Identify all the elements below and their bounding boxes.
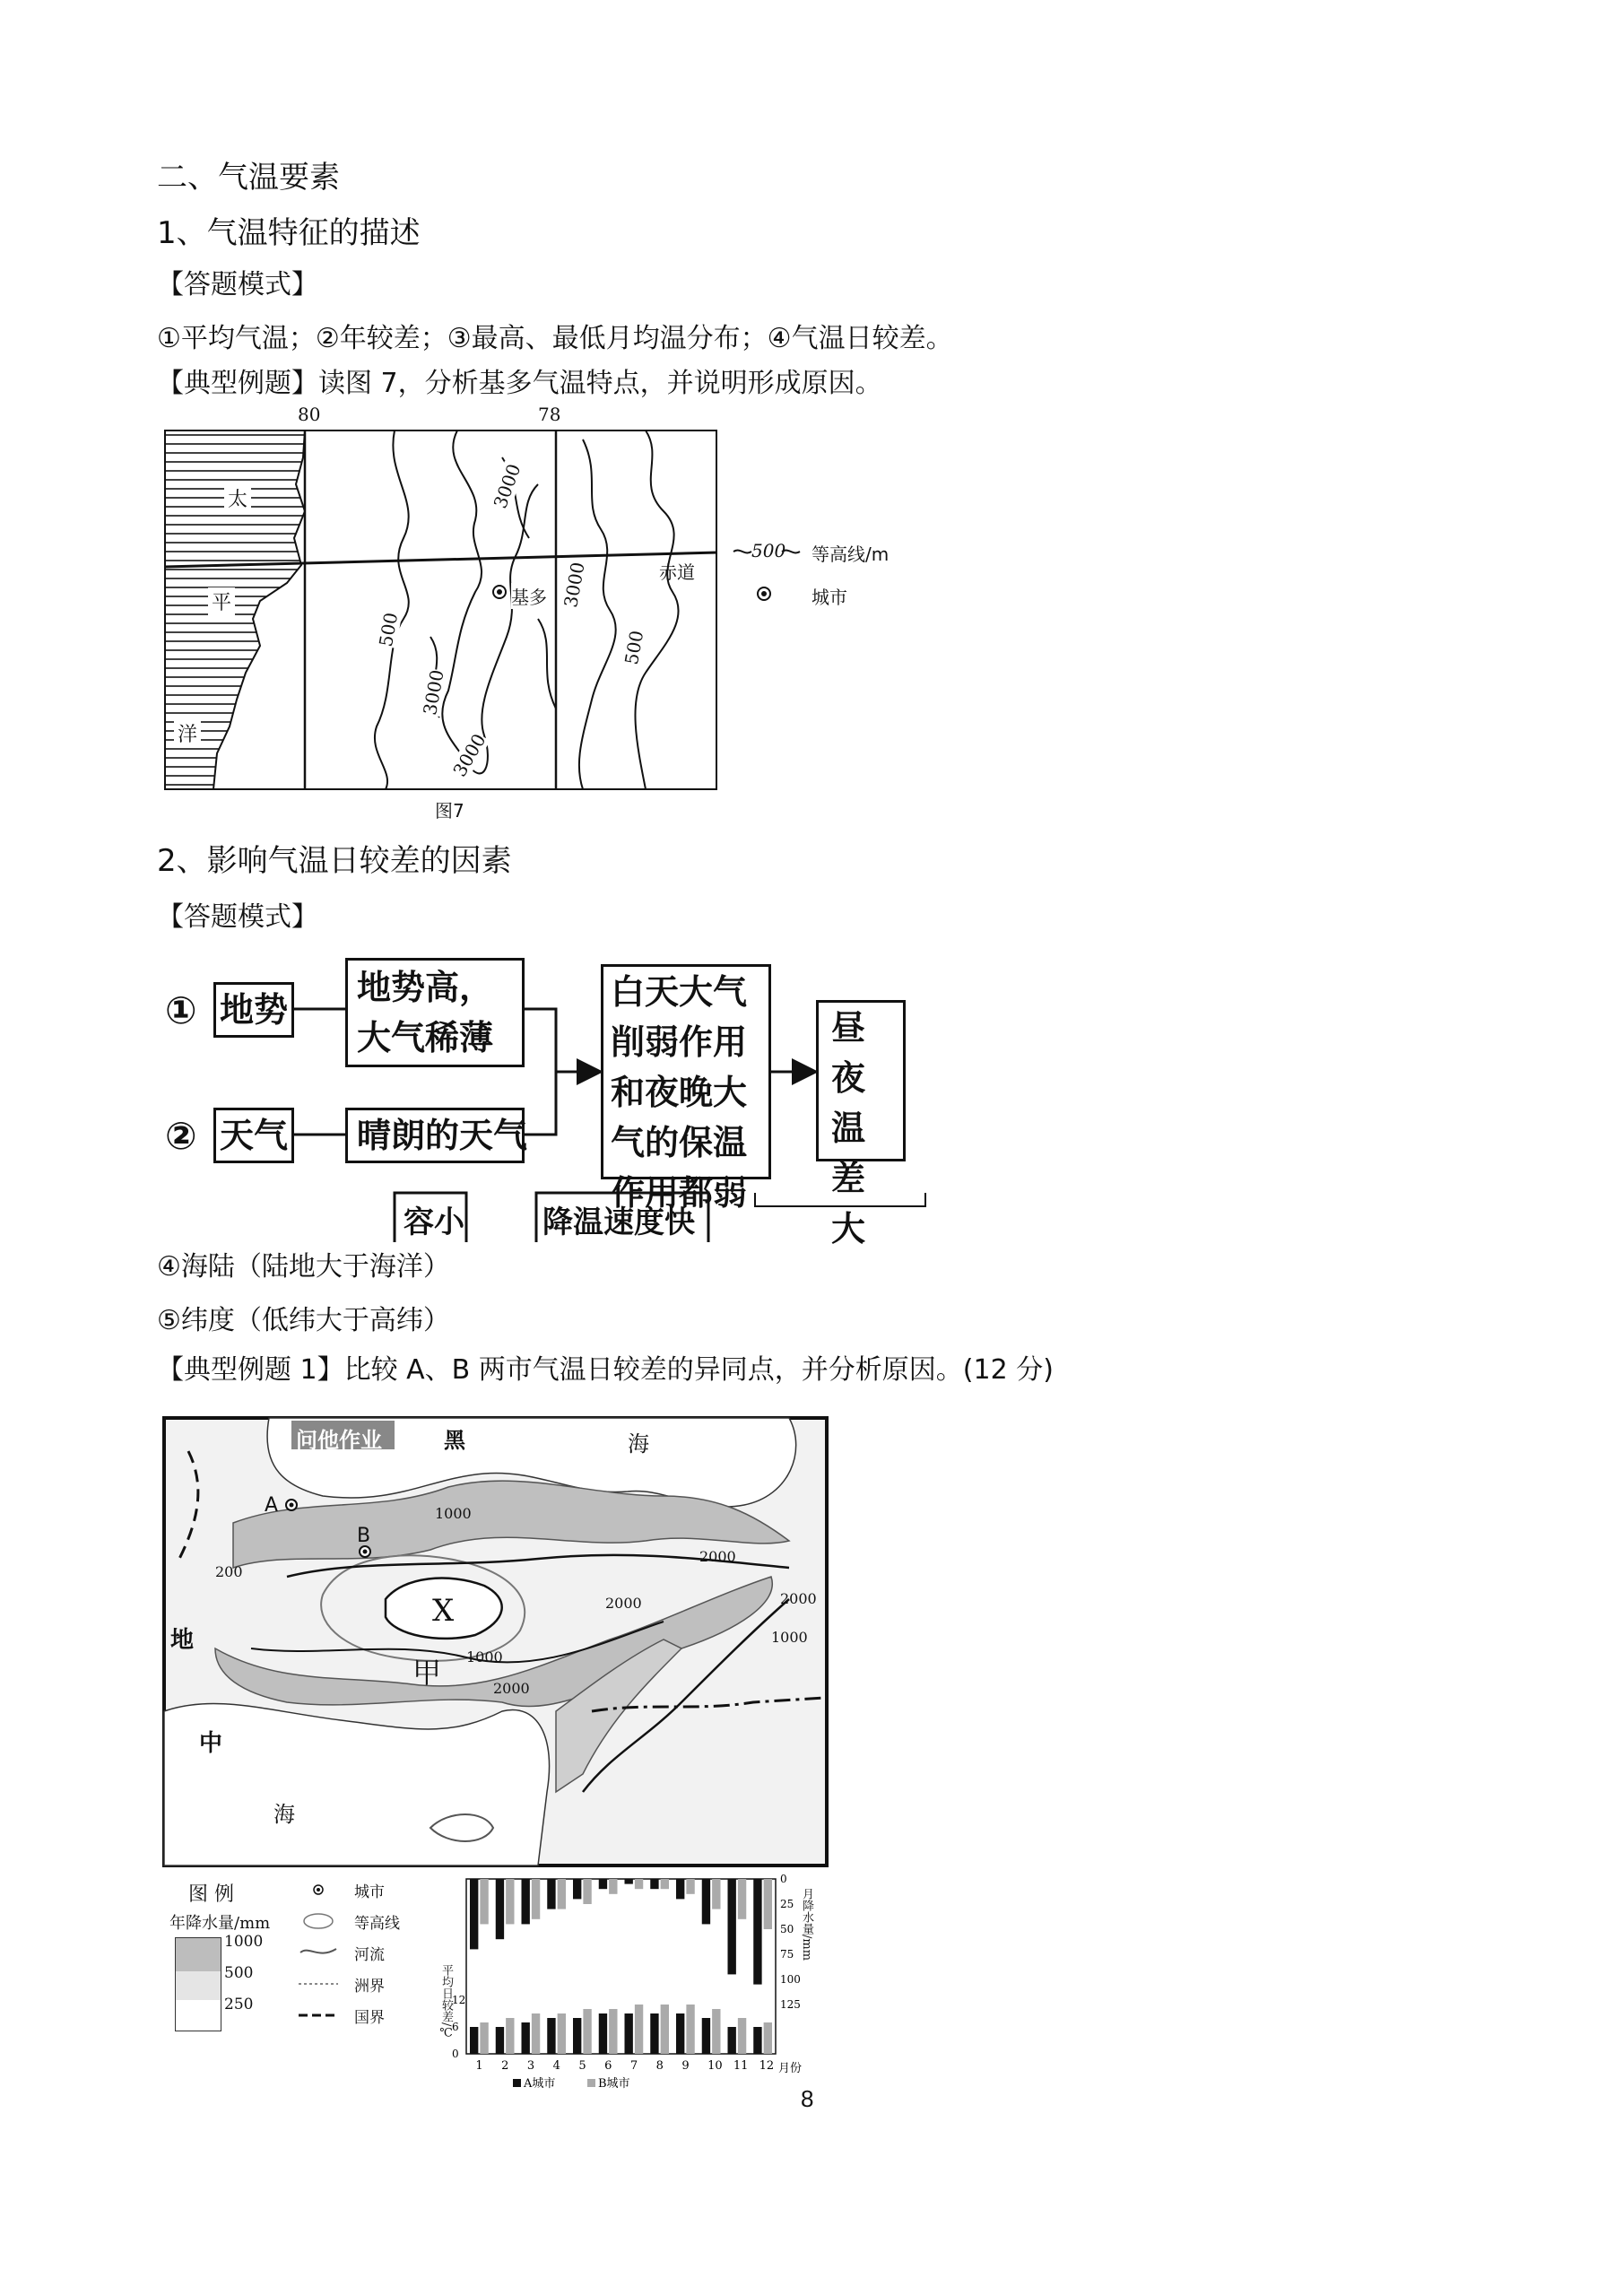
temp-bar-b-10 — [712, 2009, 720, 2054]
precip-bar-a-10 — [702, 1879, 710, 1924]
ocean-label-2: 平 — [208, 587, 235, 615]
watermark: 问他作业 — [296, 1428, 382, 1453]
answer-mode-label-2: 【答题模式】 — [157, 901, 318, 933]
x-tick-5: 5 — [578, 2059, 586, 2073]
precip-bar-b-7 — [635, 1879, 643, 1889]
region-jia-label: 甲 — [412, 1656, 442, 1690]
x-tick-10: 10 — [707, 2059, 723, 2073]
q1-title: 1、气温特征的描述 — [157, 215, 421, 251]
precip-bar-a-6 — [599, 1879, 607, 1889]
item-5-latitude: ⑤纬度（低纬大于高纬） — [157, 1305, 450, 1336]
legend-river: 河流 — [354, 1946, 385, 1964]
precip-bar-b-12 — [764, 1879, 772, 1929]
sea-label-1: 黑 — [444, 1428, 465, 1453]
flow-number-2: ② — [165, 1114, 197, 1158]
legend-city-label: 城市 — [812, 587, 847, 608]
temp-bar-a-5 — [573, 2018, 581, 2054]
temp-bar-b-7 — [635, 2005, 643, 2054]
flow-number-1: ① — [165, 988, 197, 1032]
precip-bar-b-4 — [558, 1879, 566, 1909]
x-tick-2: 2 — [501, 2059, 509, 2073]
contour-label-3000-d: 3000 — [448, 729, 490, 781]
temp-bar-a-7 — [625, 2013, 633, 2054]
ocean-label-1: 太 — [224, 484, 251, 512]
left-tick-6: 6 — [452, 2021, 459, 2033]
legend-a-swatch — [513, 2079, 521, 2087]
legend-city: 城市 — [354, 1883, 385, 1901]
figure-7 — [161, 404, 950, 825]
left-tick-0: 0 — [452, 2048, 459, 2060]
partial-box-1-text: 容小 — [404, 1205, 464, 1240]
precip-bar-b-1 — [480, 1879, 488, 1924]
temp-bar-a-12 — [753, 2027, 761, 2054]
right-axis-label: 月降水量/mm — [800, 1888, 813, 1961]
temp-bar-a-6 — [599, 2013, 607, 2054]
result-large-range: 昼夜温差大 — [816, 1000, 906, 1161]
region-map-svg — [161, 1415, 829, 1868]
x-tick-9: 9 — [681, 2059, 690, 2073]
sea-label-zhong: 中 — [199, 1730, 223, 1757]
precip-bar-b-9 — [686, 1879, 694, 1894]
contour-label-3000-a: 3000 — [419, 667, 448, 718]
q2-title: 2、影响气温日较差的因素 — [157, 843, 512, 879]
ocean-label-3: 洋 — [174, 719, 201, 747]
contour-1000-c: 1000 — [771, 1629, 808, 1646]
precip-bar-a-4 — [547, 1879, 555, 1909]
precip-bar-b-8 — [661, 1879, 669, 1889]
cause-clear-weather: 晴朗的天气 — [345, 1108, 525, 1163]
city-a-label: A — [265, 1494, 279, 1517]
precip-bar-a-5 — [573, 1879, 581, 1899]
legend-250: 250 — [224, 1996, 254, 2013]
sea-label-hai: 海 — [273, 1802, 295, 1827]
contour-2000-b: 2000 — [605, 1595, 642, 1612]
temp-bar-b-6 — [609, 2009, 617, 2054]
temp-bar-a-4 — [547, 2018, 555, 2054]
precip-bar-a-7 — [625, 1879, 633, 1884]
section-title: 二、气温要素 — [157, 160, 340, 196]
factor-weather: 天气 — [213, 1108, 294, 1163]
temp-bar-b-1 — [480, 2022, 488, 2054]
precip-bar-b-6 — [609, 1879, 617, 1894]
bracket-line — [525, 1009, 556, 1135]
x-tick-1: 1 — [475, 2059, 483, 2073]
contour-2000-d: 2000 — [780, 1590, 817, 1607]
land-label-di: 地 — [170, 1627, 195, 1654]
x-tick-11: 11 — [733, 2059, 749, 2073]
legend-precip-label: 年降水量/mm — [169, 1914, 271, 1933]
city-b-label: B — [357, 1525, 371, 1547]
factor-flow-diagram — [161, 951, 950, 1247]
contour-200: 200 — [215, 1563, 243, 1580]
legend-swatch-250 — [175, 2000, 221, 2031]
contour-2000-c: 2000 — [493, 1680, 530, 1697]
precip-bar-b-11 — [738, 1879, 746, 1919]
sea-label-2: 海 — [628, 1431, 649, 1457]
legend-500: 500 — [224, 1964, 254, 1982]
partial-box-2-text: 降温速度快 — [542, 1205, 695, 1240]
precip-bar-a-9 — [676, 1879, 684, 1899]
temp-bar-b-2 — [506, 2018, 514, 2054]
climate-bar-chart — [439, 1870, 834, 2090]
legend-b-swatch — [587, 2079, 595, 2087]
contour-1000-b: 1000 — [466, 1648, 503, 1665]
figure-7-map — [161, 404, 950, 825]
contour-label-500-w: 500 — [374, 611, 403, 648]
legend-title: 图 例 — [188, 1883, 234, 1906]
temp-bar-b-4 — [558, 2013, 566, 2054]
right-tick-75: 75 — [780, 1948, 794, 1961]
chart-canvas — [439, 1870, 834, 2090]
precip-bar-a-3 — [522, 1879, 530, 1924]
legend-b-label: B城市 — [598, 2077, 630, 2090]
figure-7-caption: 图7 — [435, 800, 464, 822]
temp-bar-b-3 — [532, 2013, 540, 2054]
precip-bar-b-3 — [532, 1879, 540, 1919]
legend-1000: 1000 — [224, 1933, 264, 1951]
region-x-label: X — [432, 1593, 455, 1629]
left-tick-12: 12 — [452, 1994, 466, 2006]
legend-contour-label: 等高线/m — [812, 544, 890, 565]
x-tick-6: 6 — [604, 2059, 612, 2073]
factor-terrain: 地势 — [213, 982, 294, 1038]
precip-bar-a-8 — [650, 1879, 658, 1889]
legend-symbols — [291, 1870, 345, 2067]
cause-thin-atmosphere: 地势高，大气稀薄 — [345, 958, 525, 1067]
legend-continent-boundary: 洲界 — [354, 1978, 385, 1996]
right-tick-100: 100 — [780, 1973, 801, 1986]
lon-78-label: 78 — [538, 404, 561, 425]
example-1-question: 【典型例题 1】比较 A、B 两市气温日较差的异同点，并分析原因。(12 分) — [157, 1354, 1054, 1386]
contour-label-500-e: 500 — [620, 629, 648, 666]
right-tick-50: 50 — [780, 1923, 794, 1935]
precip-bar-b-5 — [583, 1879, 591, 1904]
example-intro: 【典型例题】读图 7，分析基多气温特点，并说明形成原因。 — [157, 368, 882, 399]
contour-1000-a: 1000 — [435, 1505, 472, 1522]
x-axis-suffix: 月份 — [778, 2062, 803, 2075]
right-tick-25: 25 — [780, 1898, 794, 1910]
answer-mode-text: ①平均气温；②年较差；③最高、最低月均温分布；④气温日较差。 — [157, 323, 953, 354]
answer-mode-label: 【答题模式】 — [157, 269, 318, 300]
temp-bar-a-2 — [496, 2027, 504, 2054]
temp-bar-a-3 — [522, 2022, 530, 2054]
precip-bar-b-2 — [506, 1879, 514, 1924]
legend-a-label: A城市 — [524, 2077, 556, 2090]
item-4-land-sea: ④海陆（陆地大于海洋） — [157, 1251, 450, 1283]
legend-swatch-500 — [175, 1971, 221, 2001]
map-legend — [166, 1870, 453, 2076]
temp-bar-b-8 — [661, 2005, 669, 2054]
precip-bar-b-10 — [712, 1879, 720, 1909]
temp-bar-b-9 — [686, 2005, 694, 2054]
temp-bar-b-12 — [764, 2022, 772, 2054]
legend-contour-value: 500 — [751, 540, 786, 561]
precip-bar-a-12 — [753, 1879, 761, 1985]
left-axis-label: 平均日较差/℃ — [439, 1964, 453, 2040]
temp-bar-a-1 — [470, 2027, 478, 2054]
x-tick-7: 7 — [629, 2059, 638, 2073]
right-tick-125: 125 — [780, 1998, 801, 2011]
equator-label: 赤道 — [659, 561, 695, 583]
legend-national-border: 国界 — [354, 2009, 385, 2027]
x-tick-8: 8 — [655, 2059, 664, 2073]
contour-2000-a: 2000 — [699, 1548, 736, 1565]
x-tick-3: 3 — [526, 2059, 535, 2073]
temp-bar-a-10 — [702, 2018, 710, 2054]
page-number: 8 — [801, 2085, 814, 2112]
temp-bar-b-5 — [583, 2009, 591, 2054]
temp-bar-a-8 — [650, 2013, 658, 2054]
legend-contour: 等高线 — [354, 1915, 400, 1933]
x-tick-12: 12 — [759, 2059, 775, 2073]
temp-bar-b-11 — [738, 2018, 746, 2054]
precip-bar-a-1 — [470, 1879, 478, 1949]
temp-bar-a-11 — [728, 2027, 736, 2054]
right-tick-0: 0 — [780, 1873, 787, 1885]
contour-label-3000-b: 3000 — [489, 460, 525, 512]
x-tick-4: 4 — [552, 2059, 560, 2073]
temp-bar-a-9 — [676, 2013, 684, 2054]
precip-bar-a-2 — [496, 1879, 504, 1939]
effect-weak-atmosphere: 白天大气削弱作用和夜晚大气的保温作用都弱 — [601, 964, 771, 1179]
precip-bar-a-11 — [728, 1879, 736, 1974]
contour-label-3000-c: 3000 — [560, 560, 589, 610]
legend-swatch-1000 — [175, 1937, 221, 1973]
lon-80-label: 80 — [298, 404, 321, 425]
region-map — [161, 1415, 829, 1868]
city-label: 基多 — [511, 583, 547, 609]
